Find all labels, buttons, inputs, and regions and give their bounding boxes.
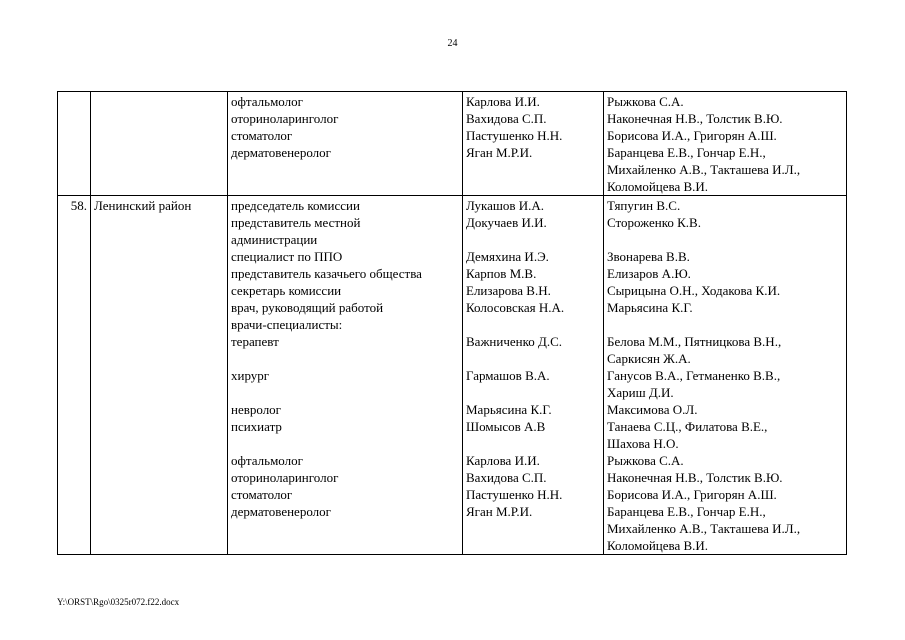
alternate-line: Наконечная Н.В., Толстик В.Ю. <box>607 111 783 126</box>
role-line: представитель казачьего общества <box>231 266 422 281</box>
alternate-line <box>607 316 843 333</box>
district-name-cell <box>91 92 228 196</box>
page-number: 24 <box>447 38 458 49</box>
member-line <box>466 384 600 401</box>
member-line: Яган М.Р.И. <box>466 145 533 160</box>
alternate-line: Елизаров А.Ю. <box>607 266 691 281</box>
role-line: стоматолог <box>231 128 293 143</box>
role-line <box>231 435 459 452</box>
member-line: Лукашов И.А. <box>466 198 545 213</box>
district-name: Ленинский район <box>94 198 192 213</box>
member-cell <box>463 196 604 555</box>
table-row <box>58 92 847 196</box>
member-line <box>466 316 600 333</box>
member-line: Карлова И.И. <box>466 453 540 468</box>
role-cell <box>228 92 463 196</box>
alternate-line: Максимова О.Л. <box>607 402 698 417</box>
alternate-line: Саркисян Ж.А. <box>607 351 691 366</box>
row-number-cell <box>58 92 91 196</box>
row-number-cell <box>58 196 91 555</box>
alternate-line: Борисова И.А., Григорян А.Ш. <box>607 487 777 502</box>
role-line: специалист по ППО <box>231 249 343 264</box>
member-line: Карлова И.И. <box>466 94 540 109</box>
role-line: офтальмолог <box>231 94 303 109</box>
alternate-line: Стороженко К.В. <box>607 215 701 230</box>
alternate-line: Михайленко А.В., Такташева И.Л., <box>607 521 801 536</box>
role-cell <box>228 196 463 555</box>
alternate-line <box>607 231 843 248</box>
district-name-cell <box>91 196 228 555</box>
alternate-line: Белова М.М., Пятницкова В.Н., <box>607 334 782 349</box>
member-line: Марьясина К.Г. <box>466 402 552 417</box>
alternate-line: Тяпугин В.С. <box>607 198 681 213</box>
alternate-line: Борисова И.А., Григорян А.Ш. <box>607 128 777 143</box>
role-line: психиатр <box>231 419 282 434</box>
table-row <box>58 196 847 555</box>
alternate-line: Коломойцева В.И. <box>607 179 709 194</box>
alternate-line: Баранцева Е.В., Гончар Е.Н., <box>607 145 766 160</box>
alternate-line: Рыжкова С.А. <box>607 94 684 109</box>
member-line: Демяхина И.Э. <box>466 249 549 264</box>
alternate-line: Сырицына О.Н., Ходакова К.И. <box>607 283 781 298</box>
alternate-line: Коломойцева В.И. <box>607 538 709 553</box>
role-line: секретарь комиссии <box>231 283 342 298</box>
role-line: оториноларинголог <box>231 470 339 485</box>
role-line: врачи-специалисты: <box>231 317 343 332</box>
role-line: хирург <box>231 368 270 383</box>
role-line <box>231 384 459 401</box>
member-line: Пастушенко Н.Н. <box>466 128 563 143</box>
role-line: оториноларинголог <box>231 111 339 126</box>
alternate-line: Звонарева В.В. <box>607 249 690 264</box>
row-number <box>61 93 87 110</box>
alternate-line: Михайленко А.В., Такташева И.Л., <box>607 162 801 177</box>
role-line: офтальмолог <box>231 453 303 468</box>
member-line: Яган М.Р.И. <box>466 504 533 519</box>
member-line: Докучаев И.И. <box>466 215 547 230</box>
file-path-footer: Y:\ORST\Rgo\0325r072.f22.docx <box>57 597 180 607</box>
role-line: терапевт <box>231 334 279 349</box>
alternate-line: Танаева С.Ц., Филатова В.Е., <box>607 419 768 434</box>
commission-table <box>57 91 847 555</box>
role-line <box>231 350 459 367</box>
member-line <box>466 231 600 248</box>
member-line: Колосовская Н.А. <box>466 300 565 315</box>
alternate-line: Шахова Н.О. <box>607 436 679 451</box>
role-line: стоматолог <box>231 487 293 502</box>
role-line: администрации <box>231 232 318 247</box>
role-line: врач, руководящий работой <box>231 300 384 315</box>
alternate-cell <box>604 92 847 196</box>
member-line: Карпов М.В. <box>466 266 537 281</box>
member-line: Пастушенко Н.Н. <box>466 487 563 502</box>
member-line: Вахидова С.П. <box>466 470 547 485</box>
member-line <box>466 435 600 452</box>
row-number: 58. <box>70 198 87 213</box>
member-line: Гармашов В.А. <box>466 368 550 383</box>
role-line: невролог <box>231 402 282 417</box>
commission-table-body <box>58 92 847 555</box>
member-line: Вахидова С.П. <box>466 111 547 126</box>
alternate-line: Рыжкова С.А. <box>607 453 684 468</box>
alternate-line: Марьясина К.Г. <box>607 300 693 315</box>
alternate-line: Баранцева Е.В., Гончар Е.Н., <box>607 504 766 519</box>
role-line: дерматовенеролог <box>231 504 331 519</box>
alternate-line: Наконечная Н.В., Толстик В.Ю. <box>607 470 783 485</box>
member-line: Шомысов А.В <box>466 419 546 434</box>
role-line: представитель местной <box>231 215 361 230</box>
alternate-line: Ганусов В.А., Гетманенко В.В., <box>607 368 781 383</box>
district-name <box>94 93 224 110</box>
member-line: Важниченко Д.С. <box>466 334 563 349</box>
member-line: Елизарова В.Н. <box>466 283 551 298</box>
member-line <box>466 350 600 367</box>
role-line: председатель комиссии <box>231 198 360 213</box>
alternate-line: Хариш Д.И. <box>607 385 674 400</box>
role-line: дерматовенеролог <box>231 145 331 160</box>
member-cell <box>463 92 604 196</box>
alternate-cell <box>604 196 847 555</box>
